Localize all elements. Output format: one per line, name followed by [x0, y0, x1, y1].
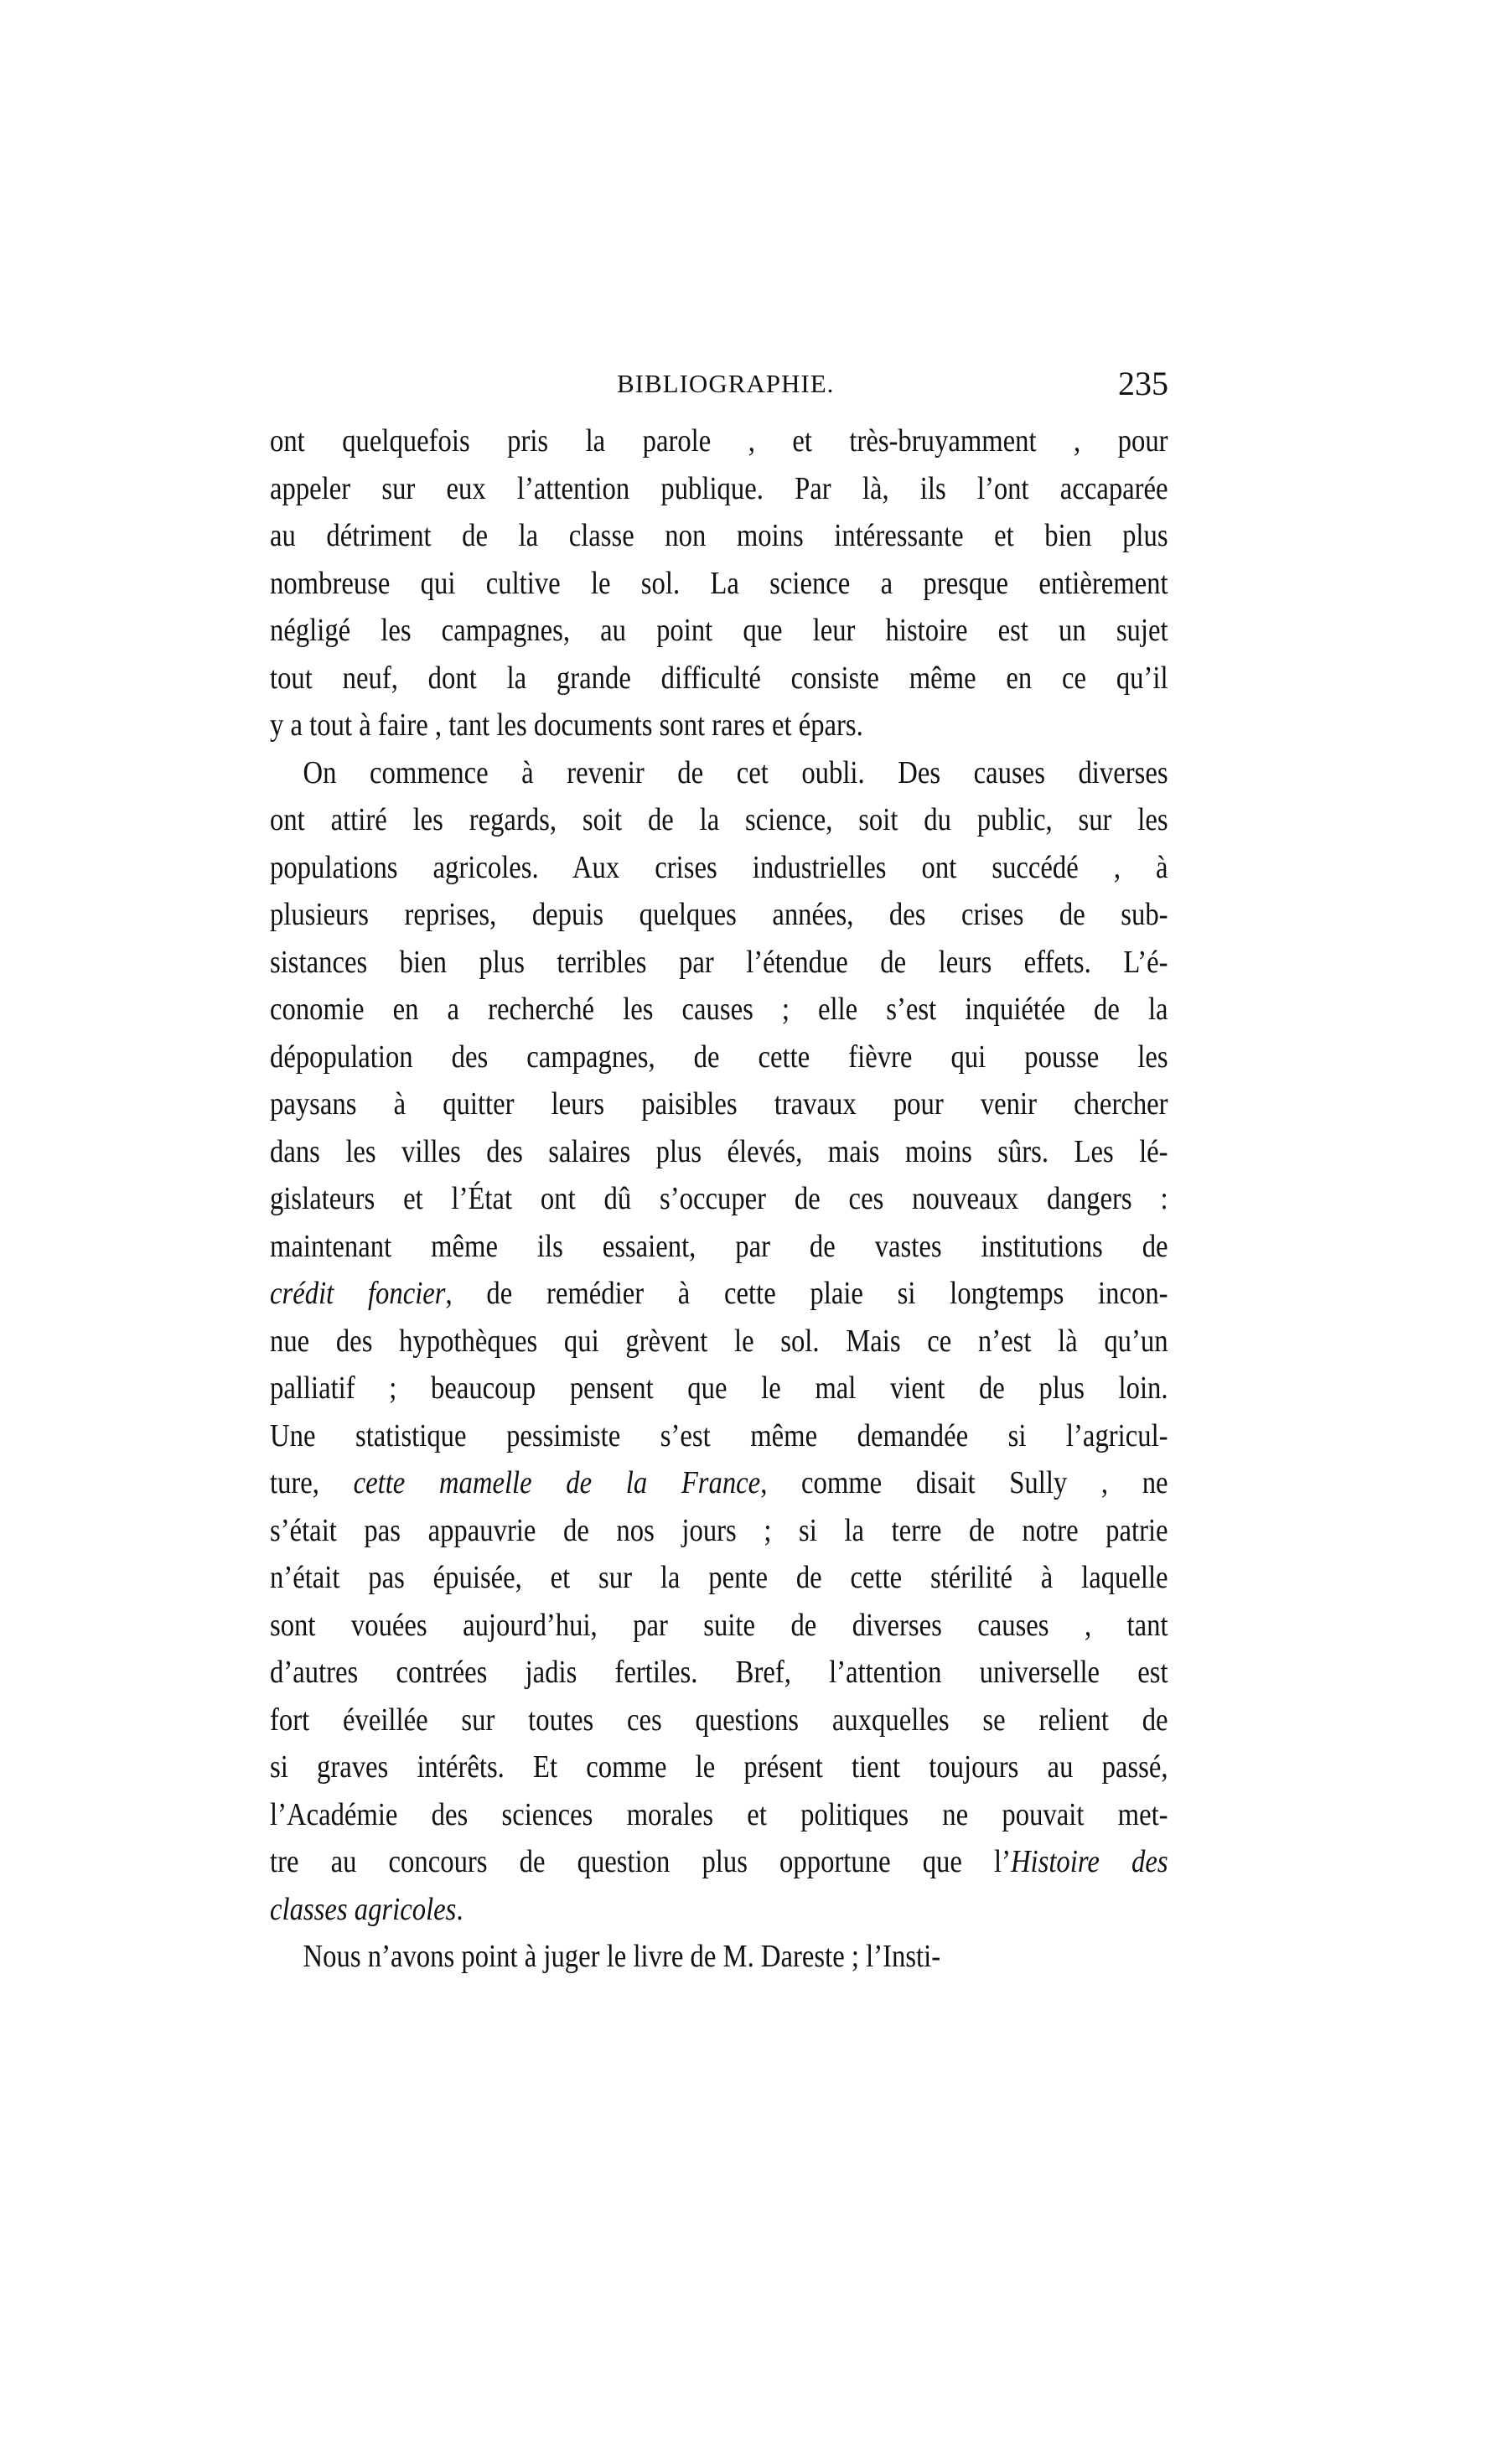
running-header [270, 367, 1168, 411]
italic-term: crédit foncier [270, 1276, 446, 1311]
italic-title: Histoire des [1010, 1844, 1168, 1879]
body-text [270, 417, 1168, 1981]
text-line: tre au concours de question plus opportune que l’Histoire des [270, 1844, 1168, 1879]
paragraph-first-line: Nous n’avons point à juger le livre de M. Dareste ; l’Insti- [303, 1939, 941, 1974]
text-line: appeler sur eux l’attention publique. Par là, ils l’ont accaparée [270, 470, 1168, 506]
text-line: ture, cette mamelle de la France, comme disait Sully , ne [270, 1465, 1168, 1500]
text-line: si graves intérêts. Et comme le présent tient toujours au passé, [270, 1749, 1168, 1785]
text-line: dépopulation des campagnes, de cette fièvre qui pousse les [270, 1039, 1168, 1075]
text-line: y a tout à faire , tant les documents sont rares et épars. [270, 707, 863, 743]
text-line: populations agricoles. Aux crises industrielles ont succédé , à [270, 849, 1168, 885]
text-line: Une statistique pessimiste s’est même demandée si l’agricul- [270, 1417, 1168, 1453]
text-line: conomie en a recherché les causes ; elle s’est inquiétée de la [270, 992, 1168, 1027]
text-line: tout neuf, dont la grande difficulté consiste même en ce qu’il [270, 660, 1168, 696]
text-line: dans les villes des salaires plus élevés, mais moins sûrs. Les lé- [270, 1133, 1168, 1169]
text-line: fort éveillée sur toutes ces questions auxquelles se relient de [270, 1702, 1168, 1738]
text-line: nombreuse qui cultive le sol. La science a presque entièrement [270, 565, 1168, 601]
text-line: au détriment de la classe non moins intéressante et bien plus [270, 518, 1168, 553]
text-line: classes agricoles. [270, 1891, 463, 1927]
page-number: 235 [1118, 365, 1168, 402]
text-line: nue des hypothèques qui grèvent le sol. Mais ce n’est là qu’un [270, 1323, 1168, 1359]
text-line: s’était pas appauvrie de nos jours ; si la terre de notre patrie [270, 1512, 1168, 1548]
text-line: ont attiré les regards, soit de la science, soit du public, sur les [270, 802, 1168, 837]
text-line: l’Académie des sciences morales et politiques ne pouvait met- [270, 1796, 1168, 1832]
text-line: négligé les campagnes, au point que leur histoire est un sujet [270, 613, 1168, 648]
text-line: palliatif ; beaucoup pensent que le mal vient de plus loin. [270, 1370, 1168, 1406]
running-title: BIBLIOGRAPHIE. [617, 369, 835, 398]
text-line: maintenant même ils essaient, par de vastes institutions de [270, 1228, 1168, 1264]
text-line: n’était pas épuisée, et sur la pente de cette stérilité à laquelle [270, 1560, 1168, 1595]
text-line: plusieurs reprises, depuis quelques années, des crises de sub- [270, 897, 1168, 932]
text-line: sont vouées aujourd’hui, par suite de diverses causes , tant [270, 1607, 1168, 1643]
text-line: crédit foncier, de remédier à cette plaie si longtemps incon- [270, 1276, 1168, 1311]
italic-title: classes agricoles [270, 1891, 457, 1927]
paragraph-first-line: On commence à revenir de cet oubli. Des causes diverses [303, 754, 1168, 790]
text-line: paysans à quitter leurs paisibles travaux pour venir chercher [270, 1086, 1168, 1122]
text-line: sistances bien plus terribles par l’étendue de leurs effets. L’é- [270, 944, 1168, 980]
text-line: d’autres contrées jadis fertiles. Bref, l’attention universelle est [270, 1655, 1168, 1690]
text-line: ont quelquefois pris la parole , et très-bruyamment , pour [270, 423, 1168, 459]
italic-quote: cette mamelle de la France [353, 1465, 761, 1500]
text-line: gislateurs et l’État ont dû s’occuper de ces nouveaux dangers : [270, 1181, 1168, 1216]
